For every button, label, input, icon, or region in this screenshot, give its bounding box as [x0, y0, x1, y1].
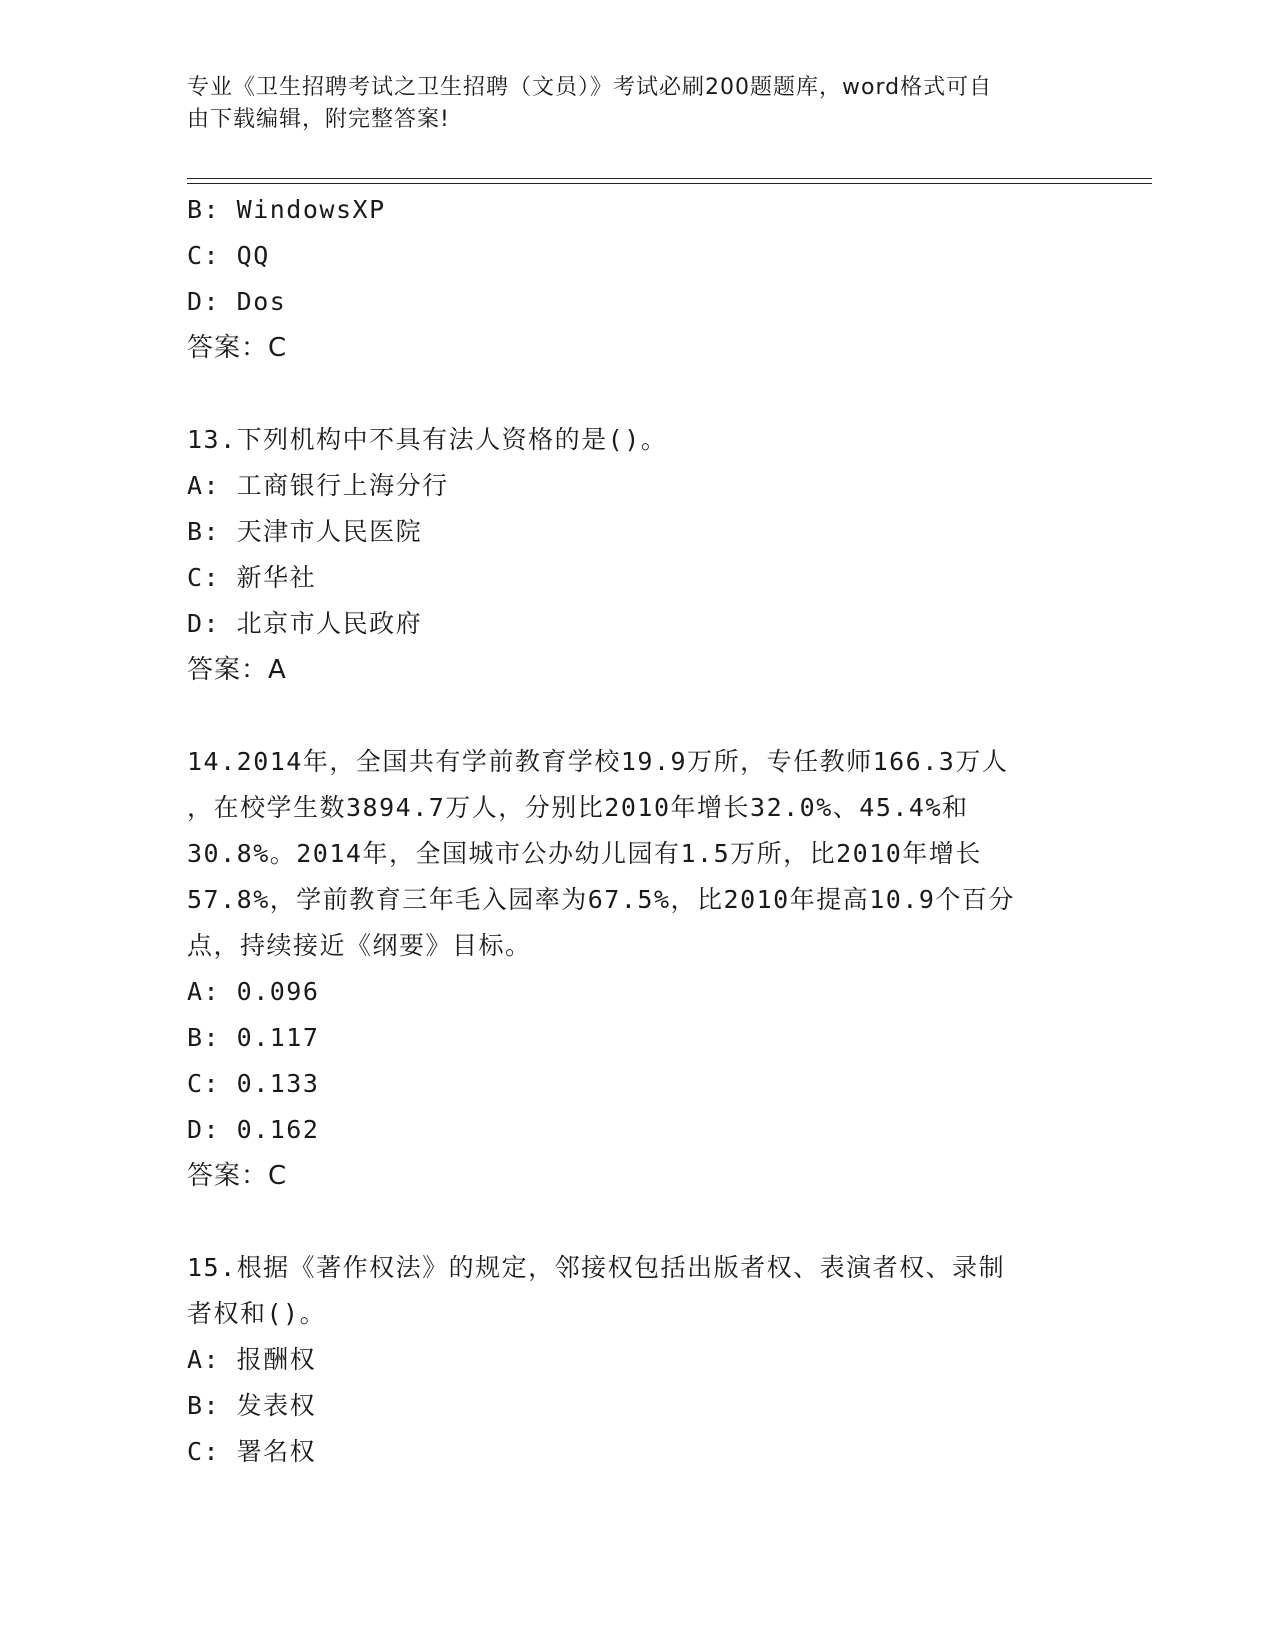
question-13 [187, 417, 1087, 693]
question-14 [187, 739, 1087, 1199]
q14-stem-line-2: ，在校学生数3894.7万人，分别比2010年增长32.0%、45.4%和 [187, 793, 969, 822]
q14-option-b: B: 0.117 [187, 1023, 320, 1052]
q14-stem-line-3: 30.8%。2014年，全国城市公办幼儿园有1.5万所，比2010年增长 [187, 839, 982, 868]
q15-option-c: C: 署名权 [187, 1437, 317, 1466]
q14-stem-line-5: 点，持续接近《纲要》目标。 [187, 931, 532, 960]
q15-stem-line-2: 者权和()。 [187, 1299, 327, 1328]
q13-option-b: B: 天津市人民医院 [187, 517, 423, 546]
q13-option-c: C: 新华社 [187, 563, 317, 592]
question-15 [187, 1245, 1087, 1475]
q14-option-a: A: 0.096 [187, 977, 320, 1006]
q14-option-d: D: 0.162 [187, 1115, 320, 1144]
q15-option-a: A: 报酬权 [187, 1345, 317, 1374]
header-title-line-2: 由下载编辑，附完整答案! [187, 107, 450, 132]
q13-stem: 13.下列机构中不具有法人资格的是()。 [187, 425, 668, 454]
q13-option-a: A: 工商银行上海分行 [187, 471, 449, 500]
spacer [187, 1199, 1087, 1245]
spacer [187, 693, 1087, 739]
header-divider-top [187, 178, 1152, 179]
spacer [187, 371, 1087, 417]
q15-option-b: B: 发表权 [187, 1391, 317, 1420]
q13-option-d: D: 北京市人民政府 [187, 609, 423, 638]
q14-answer: 答案：C [187, 1161, 288, 1191]
header-title-line-1: 专业《卫生招聘考试之卫生招聘（文员）》考试必刷200题题库，word格式可自 [187, 75, 993, 100]
q12-option-d: D: Dos [187, 287, 287, 316]
q14-option-c: C: 0.133 [187, 1069, 320, 1098]
header-divider-bottom [187, 183, 1152, 184]
q14-stem-line-1: 14.2014年，全国共有学前教育学校19.9万所，专任教师166.3万人 [187, 747, 1009, 776]
q12-answer: 答案：C [187, 333, 288, 363]
q12-option-c: C: QQ [187, 241, 270, 270]
question-list [187, 187, 1087, 1475]
question-12 [187, 187, 1087, 371]
q14-stem-line-4: 57.8%，学前教育三年毛入园率为67.5%，比2010年提高10.9个百分 [187, 885, 1015, 914]
q12-option-b: B: WindowsXP [187, 195, 386, 224]
q13-answer: 答案：A [187, 655, 287, 685]
document-header [187, 72, 1067, 136]
q15-stem-line-1: 15.根据《著作权法》的规定，邻接权包括出版者权、表演者权、录制 [187, 1253, 1006, 1282]
